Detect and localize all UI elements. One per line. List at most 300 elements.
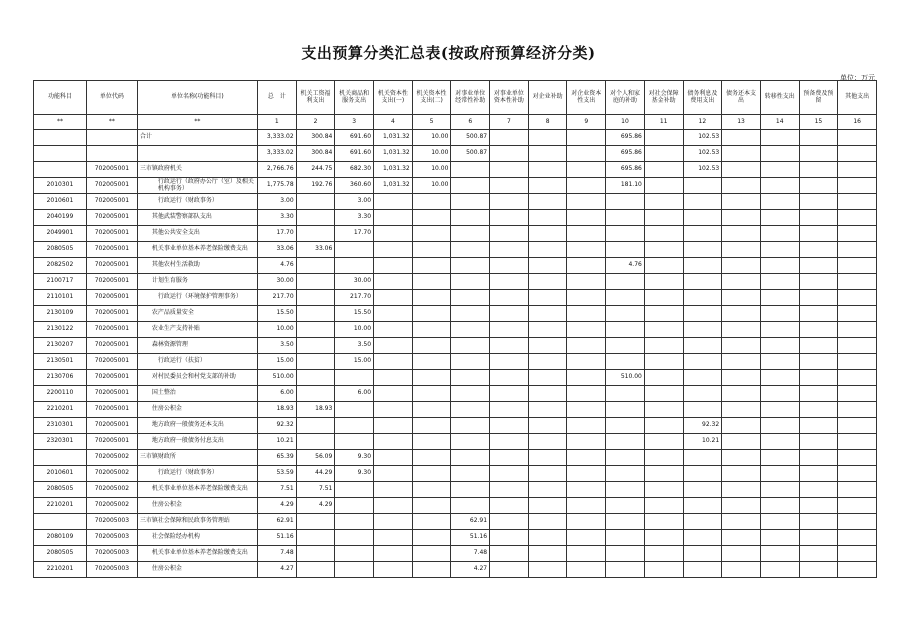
value-cell [838,370,877,386]
value-cell [644,482,683,498]
unit-code-cell: 702005003 [86,530,137,546]
value-cell: 102.53 [683,130,722,146]
value-cell [606,546,645,562]
value-cell: 181.10 [606,178,645,194]
unit-code-cell: 702005001 [86,322,137,338]
value-cell: 17.70 [257,226,296,242]
value-cell [567,274,606,290]
function-code-cell: 2110101 [34,290,87,306]
value-cell [722,210,761,226]
value-cell [296,290,335,306]
table-row [34,274,877,290]
value-cell [567,354,606,370]
value-cell [683,482,722,498]
value-cell [683,338,722,354]
value-cell [412,242,451,258]
value-cell [683,498,722,514]
unit-code-cell: 702005003 [86,514,137,530]
value-cell [606,514,645,530]
value-cell [490,370,529,386]
function-code-cell: 2210201 [34,402,87,418]
unit-code-cell: 702005003 [86,546,137,562]
value-cell: 300.84 [296,146,335,162]
value-cell [451,482,490,498]
value-cell: 10.00 [257,322,296,338]
value-cell [567,162,606,178]
function-code-cell: 2210201 [34,498,87,514]
column-index: 7 [490,115,529,130]
unit-code-cell: 702005001 [86,194,137,210]
value-cell: 510.00 [606,370,645,386]
value-cell [683,450,722,466]
unit-code-cell: 702005001 [86,402,137,418]
unit-name-cell: 合计 [137,130,257,146]
value-cell [799,482,838,498]
value-cell [335,530,374,546]
value-cell [644,210,683,226]
value-cell [567,450,606,466]
value-cell [722,306,761,322]
value-cell [412,402,451,418]
value-cell [528,306,567,322]
value-cell [722,562,761,578]
value-cell [335,546,374,562]
unit-code-cell: 702005001 [86,274,137,290]
value-cell [490,306,529,322]
value-cell [296,434,335,450]
value-cell [760,418,799,434]
value-cell [374,274,413,290]
value-cell [528,194,567,210]
value-cell [412,546,451,562]
value-cell [296,386,335,402]
value-cell [760,562,799,578]
value-cell [799,418,838,434]
column-index: 12 [683,115,722,130]
value-cell [838,402,877,418]
unit-code-cell: 702005001 [86,162,137,178]
value-cell: 56.09 [296,450,335,466]
header-row [34,81,877,115]
value-cell [296,306,335,322]
value-cell [838,210,877,226]
value-cell: 217.70 [257,290,296,306]
table-row [34,418,877,434]
value-cell: 4.29 [257,498,296,514]
table-row [34,402,877,418]
value-cell [799,514,838,530]
value-cell: 51.16 [257,530,296,546]
value-cell: 1,031.32 [374,178,413,194]
value-cell [606,418,645,434]
value-cell: 62.91 [451,514,490,530]
unit-name-cell: 机关事业单位基本养老保险缴费支出 [137,546,257,562]
value-cell [296,226,335,242]
value-cell [451,178,490,194]
value-cell [412,290,451,306]
unit-name-cell: 其他农村生活救助 [137,258,257,274]
value-cell: 33.06 [296,242,335,258]
value-cell [722,466,761,482]
value-cell [567,338,606,354]
value-cell [490,450,529,466]
value-cell [335,258,374,274]
value-cell: 3,333.02 [257,146,296,162]
value-cell [644,354,683,370]
unit-name-cell: 机关事业单位基本养老保险缴费支出 [137,482,257,498]
value-cell [683,258,722,274]
value-cell [374,290,413,306]
column-index: 6 [451,115,490,130]
value-cell [760,130,799,146]
value-cell [799,258,838,274]
value-cell [528,290,567,306]
value-cell [490,210,529,226]
unit-code-cell: 702005002 [86,482,137,498]
value-cell [528,386,567,402]
value-cell [606,290,645,306]
value-cell [412,258,451,274]
value-cell [644,290,683,306]
value-cell [567,482,606,498]
unit-name-cell: 行政运行（财政事务） [137,194,257,210]
value-cell [760,146,799,162]
value-cell [451,354,490,370]
unit-code-cell: 702005002 [86,466,137,482]
value-cell [528,418,567,434]
value-cell [567,434,606,450]
table-row [34,530,877,546]
value-cell: 10.00 [335,322,374,338]
value-cell [451,322,490,338]
value-cell [451,226,490,242]
unit-code-cell: 702005001 [86,306,137,322]
unit-name-cell: 三市镇政府机关 [137,162,257,178]
value-cell [451,418,490,434]
value-cell: 7.48 [257,546,296,562]
value-cell [412,466,451,482]
value-cell [683,306,722,322]
value-cell: 10.00 [412,146,451,162]
unit-code-cell: 702005001 [86,290,137,306]
value-cell [374,226,413,242]
value-cell [296,546,335,562]
value-cell [606,434,645,450]
page-title: 支出预算分类汇总表(按政府预算经济分类) [301,44,596,62]
unit-name-cell: 地方政府一般债务付息支出 [137,434,257,450]
unit-label: 单位：万元 [840,74,875,82]
value-cell [799,402,838,418]
value-cell [567,402,606,418]
value-cell [722,162,761,178]
value-cell [838,290,877,306]
value-cell: 244.75 [296,162,335,178]
value-cell [644,386,683,402]
unit-code-cell [86,130,137,146]
unit-code-cell: 702005001 [86,434,137,450]
value-cell [838,530,877,546]
value-cell [760,178,799,194]
column-header: 债务利息及费用支出 [683,81,722,115]
value-cell [683,354,722,370]
value-cell [760,402,799,418]
value-cell [760,258,799,274]
unit-name-cell: 其他武装警察部队支出 [137,210,257,226]
value-cell [451,386,490,402]
value-cell [838,338,877,354]
value-cell [760,450,799,466]
value-cell [760,210,799,226]
value-cell [644,162,683,178]
value-cell: 102.53 [683,146,722,162]
column-header: 其他支出 [838,81,877,115]
value-cell: 53.59 [257,466,296,482]
table-row [34,162,877,178]
value-cell: 682.30 [335,162,374,178]
value-cell [412,482,451,498]
column-index: 2 [296,115,335,130]
value-cell: 10.00 [412,130,451,146]
value-cell [374,338,413,354]
value-cell: 695.86 [606,146,645,162]
value-cell [644,402,683,418]
value-cell [296,210,335,226]
value-cell [490,130,529,146]
value-cell [683,546,722,562]
value-cell: 30.00 [335,274,374,290]
value-cell [683,322,722,338]
value-cell [838,386,877,402]
value-cell: 10.21 [683,434,722,450]
table-row [34,210,877,226]
value-cell [606,386,645,402]
value-cell [296,418,335,434]
value-cell [838,306,877,322]
value-cell [799,210,838,226]
value-cell [412,226,451,242]
table-body [34,130,877,578]
value-cell [374,530,413,546]
value-cell: 92.32 [257,418,296,434]
value-cell [528,258,567,274]
value-cell [412,562,451,578]
column-header: 转移性支出 [760,81,799,115]
unit-name-cell: 计划生育服务 [137,274,257,290]
value-cell [799,322,838,338]
value-cell [296,354,335,370]
value-cell [838,178,877,194]
column-header: 对事业单位资本性补助 [490,81,529,115]
value-cell [490,482,529,498]
value-cell [451,466,490,482]
value-cell [374,386,413,402]
value-cell: 3.00 [335,194,374,210]
value-cell [644,130,683,146]
value-cell [838,466,877,482]
value-cell [296,514,335,530]
unit-name-cell: 三市镇财政所 [137,450,257,466]
value-cell [799,162,838,178]
column-header: 单位代码 [86,81,137,115]
column-header: 对事业单位经常性补助 [451,81,490,115]
value-cell [644,546,683,562]
value-cell [451,450,490,466]
unit-code-cell [86,146,137,162]
value-cell: 9.30 [335,450,374,466]
value-cell [490,274,529,290]
value-cell [683,226,722,242]
value-cell [838,274,877,290]
unit-code-cell: 702005001 [86,210,137,226]
value-cell [683,370,722,386]
value-cell: 4.76 [257,258,296,274]
value-cell [374,450,413,466]
value-cell [722,386,761,402]
value-cell [567,146,606,162]
table-row [34,514,877,530]
value-cell: 15.00 [335,354,374,370]
value-cell [683,210,722,226]
value-cell [412,498,451,514]
value-cell [528,338,567,354]
value-cell [335,418,374,434]
value-cell [722,274,761,290]
value-cell [528,530,567,546]
value-cell [722,178,761,194]
value-cell: 6.00 [335,386,374,402]
value-cell [760,370,799,386]
value-cell [528,162,567,178]
value-cell [335,370,374,386]
column-header: 总 计 [257,81,296,115]
value-cell [799,146,838,162]
table-row [34,498,877,514]
value-cell [760,274,799,290]
value-cell [606,194,645,210]
value-cell [490,498,529,514]
value-cell [490,434,529,450]
value-cell [760,434,799,450]
value-cell [644,146,683,162]
value-cell [644,498,683,514]
value-cell [838,162,877,178]
value-cell [374,402,413,418]
value-cell [490,402,529,418]
value-cell [722,402,761,418]
column-header: 机关资本性支出(一) [374,81,413,115]
value-cell: 7.48 [451,546,490,562]
table-row [34,562,877,578]
function-code-cell: 2010301 [34,178,87,194]
table-row [34,338,877,354]
value-cell: 51.16 [451,530,490,546]
value-cell [683,194,722,210]
value-cell [490,418,529,434]
value-cell [412,306,451,322]
function-code-cell: 2010601 [34,466,87,482]
value-cell [490,514,529,530]
value-cell [296,258,335,274]
unit-name-cell [137,146,257,162]
value-cell [374,466,413,482]
value-cell [799,530,838,546]
unit-name-cell: 森林资源管理 [137,338,257,354]
value-cell [451,338,490,354]
unit-code-cell: 702005003 [86,562,137,578]
value-cell [760,354,799,370]
value-cell [722,514,761,530]
column-index: 15 [799,115,838,130]
value-cell [528,546,567,562]
unit-name-cell: 地方政府一般债务还本支出 [137,418,257,434]
value-cell [644,242,683,258]
value-cell [760,498,799,514]
value-cell [567,210,606,226]
value-cell: 3.50 [257,338,296,354]
value-cell [490,322,529,338]
function-code-cell [34,450,87,466]
value-cell [644,258,683,274]
value-cell [722,258,761,274]
table-row [34,290,877,306]
table-row [34,322,877,338]
value-cell [490,162,529,178]
value-cell [490,290,529,306]
value-cell [567,370,606,386]
value-cell [722,130,761,146]
value-cell [838,322,877,338]
value-cell [567,130,606,146]
value-cell: 4.27 [257,562,296,578]
value-cell [490,146,529,162]
value-cell [760,546,799,562]
value-cell [374,562,413,578]
value-cell [799,370,838,386]
function-code-cell: 2082502 [34,258,87,274]
function-code-cell [34,146,87,162]
value-cell [760,162,799,178]
unit-name-cell: 行政运行（环境保护管理事务） [137,290,257,306]
table-row [34,482,877,498]
value-cell [722,370,761,386]
value-cell [760,306,799,322]
value-cell [567,194,606,210]
column-index: 1 [257,115,296,130]
value-cell [528,450,567,466]
value-cell [451,210,490,226]
value-cell [412,210,451,226]
value-cell [490,354,529,370]
value-cell [374,354,413,370]
function-code-cell: 2130109 [34,306,87,322]
value-cell: 15.50 [257,306,296,322]
value-cell [606,466,645,482]
value-cell [838,242,877,258]
value-cell: 10.00 [412,178,451,194]
value-cell [606,530,645,546]
index-row [34,115,877,130]
value-cell [490,226,529,242]
value-cell [490,178,529,194]
value-cell [838,498,877,514]
value-cell: 10.21 [257,434,296,450]
value-cell [722,194,761,210]
value-cell [644,322,683,338]
value-cell [838,546,877,562]
value-cell [760,242,799,258]
function-code-cell: 2080109 [34,530,87,546]
unit-name-cell: 行政运行（扶贫） [137,354,257,370]
